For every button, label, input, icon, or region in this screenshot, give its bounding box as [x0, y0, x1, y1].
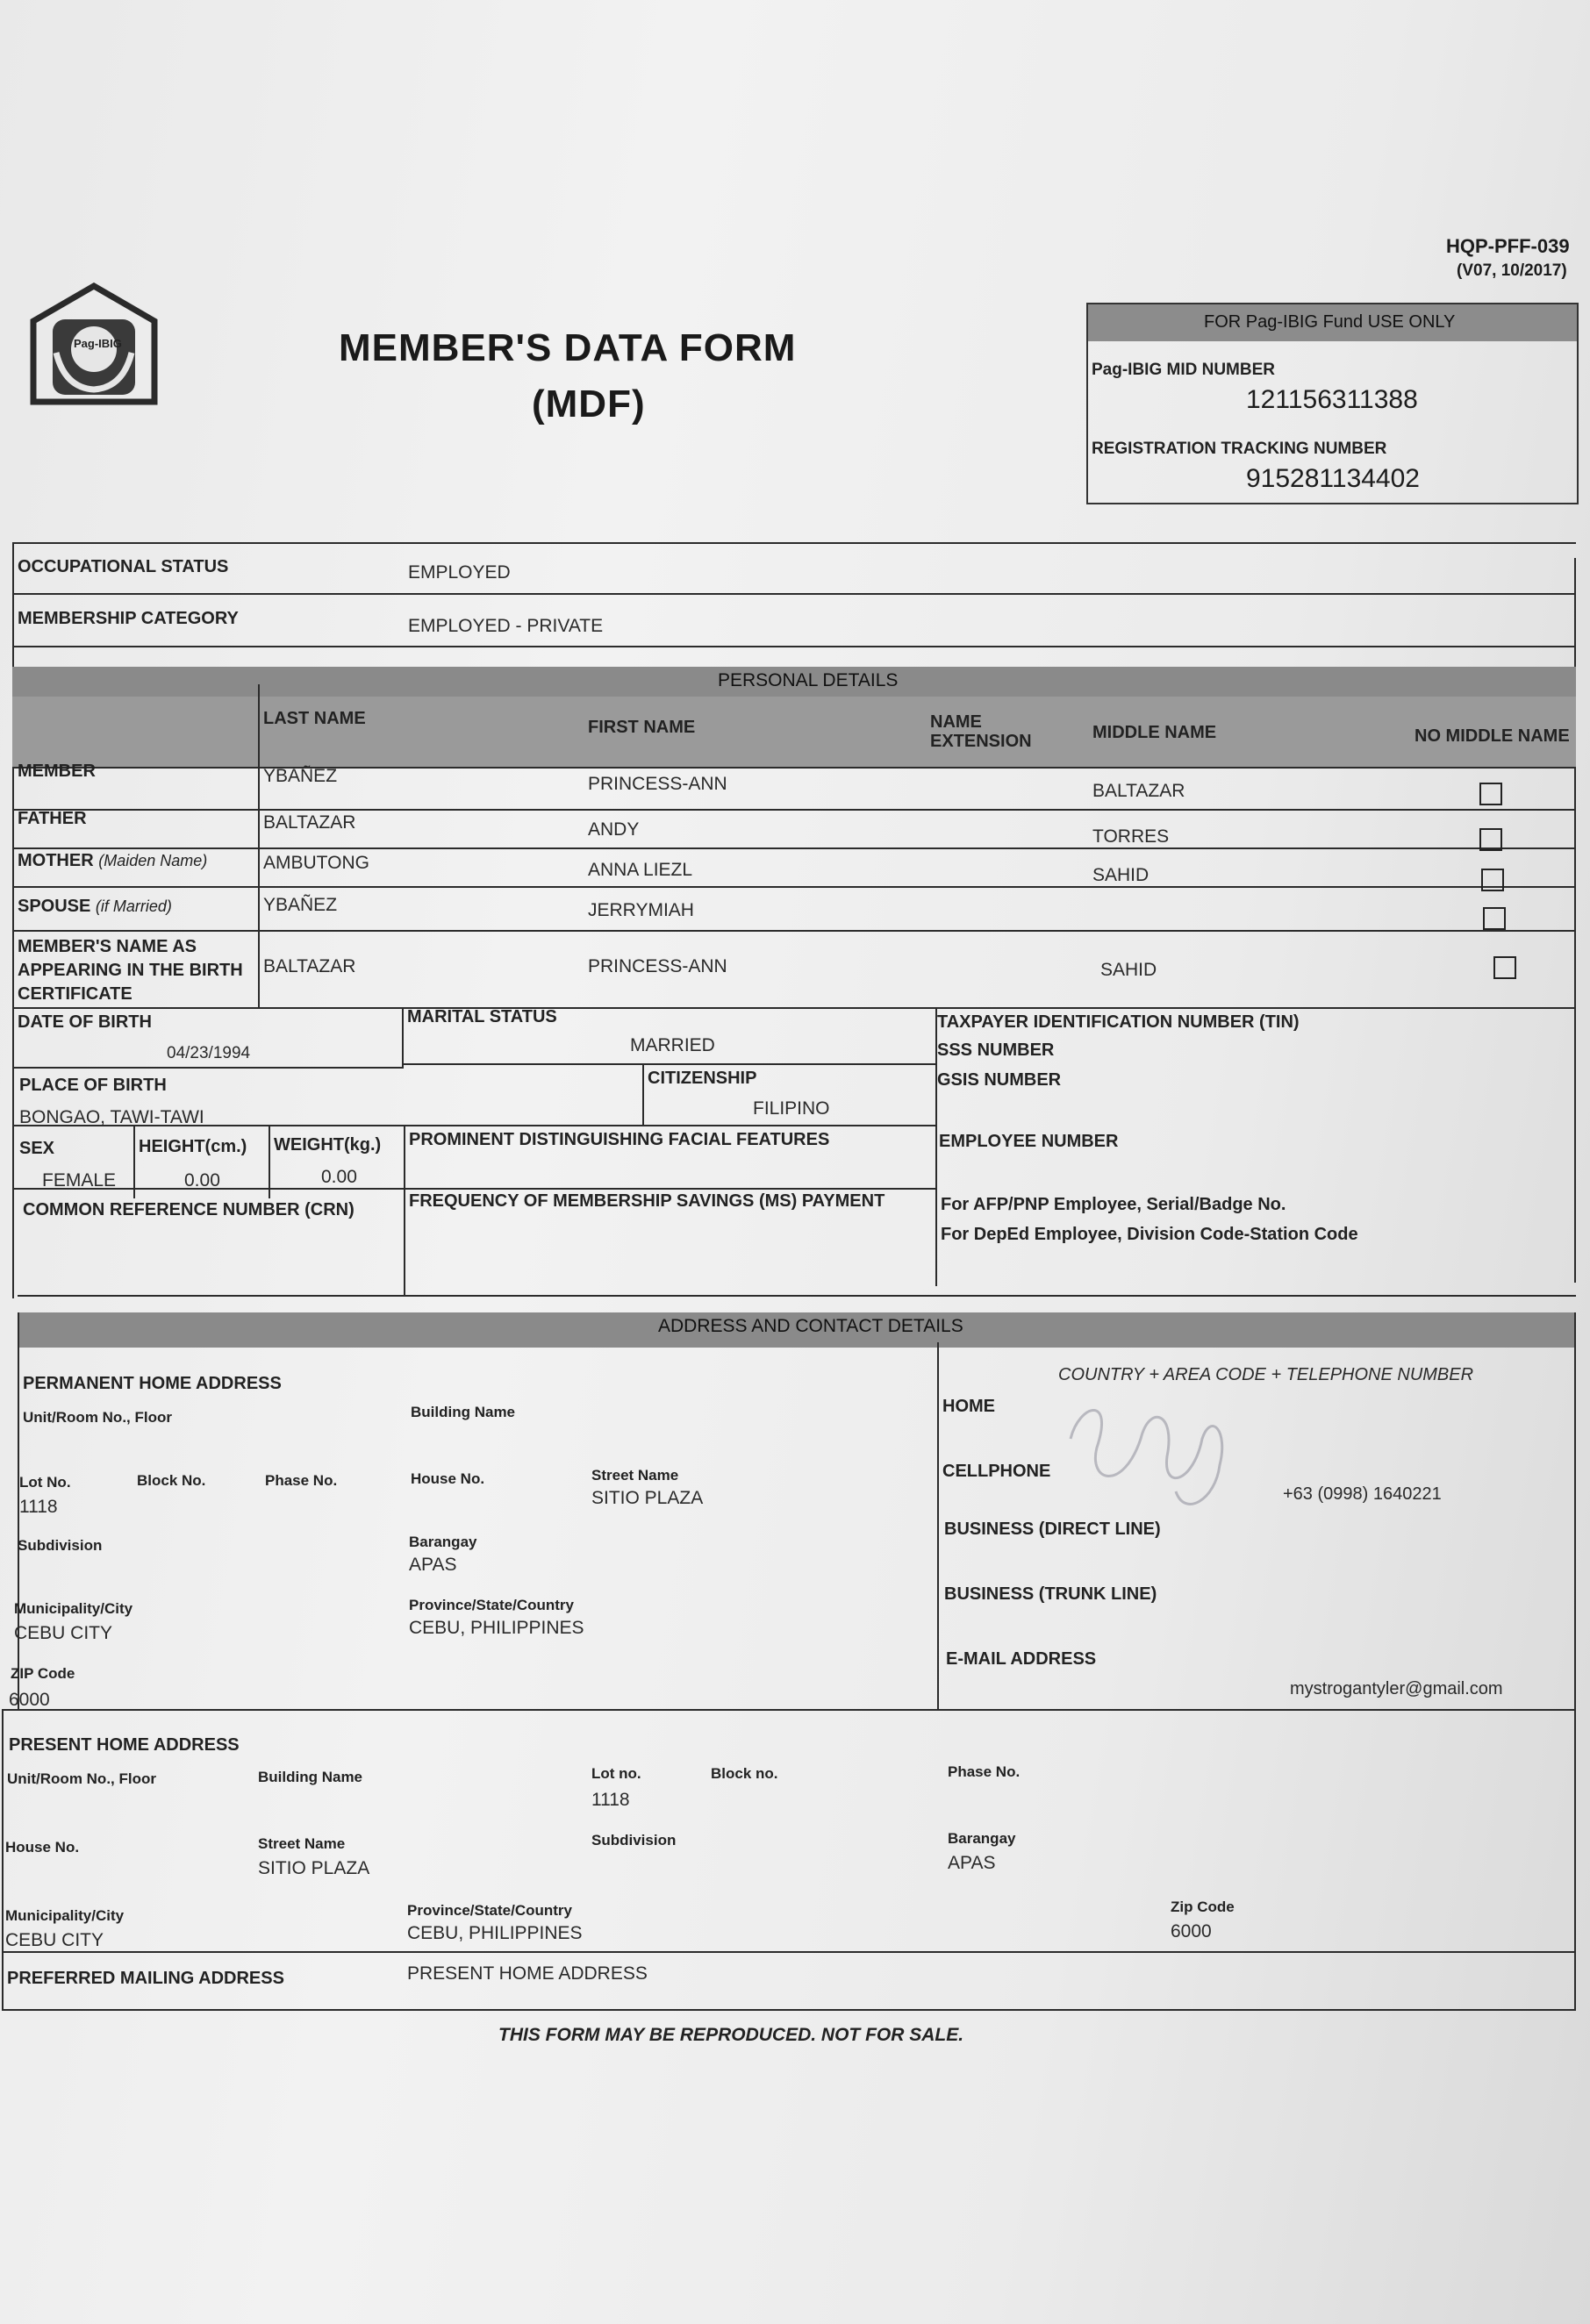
- father-no-middle-checkbox[interactable]: [1479, 828, 1502, 851]
- footer-note: THIS FORM MAY BE REPRODUCED. NOT FOR SALE.: [498, 2025, 964, 2045]
- spouse-first-name: JERRYMIAH: [588, 900, 694, 920]
- mother-label-text: MOTHER: [18, 851, 94, 870]
- gsis-label: GSIS NUMBER: [937, 1070, 1062, 1090]
- row-spouse-label: [18, 897, 172, 917]
- height-value: 0.00: [184, 1170, 220, 1191]
- col-middle-name: MIDDLE NAME: [1092, 723, 1217, 742]
- weight-value: 0.00: [321, 1167, 357, 1187]
- rtn-value: 915281134402: [1246, 464, 1420, 493]
- perm-zip-value: 6000: [9, 1690, 50, 1710]
- perm-block-label: Block No.: [137, 1472, 206, 1489]
- permanent-address-title: PERMANENT HOME ADDRESS: [23, 1374, 282, 1393]
- form-subtitle: (MDF): [532, 383, 646, 425]
- pres-zip-label: Zip Code: [1171, 1899, 1235, 1915]
- membership-category-label: MEMBERSHIP CATEGORY: [18, 609, 239, 628]
- pres-phase-label: Phase No.: [948, 1763, 1021, 1780]
- father-first-name: ANDY: [588, 819, 640, 840]
- sss-label: SSS NUMBER: [937, 1040, 1055, 1060]
- crn-label: COMMON REFERENCE NUMBER (CRN): [23, 1200, 355, 1219]
- email-value: mystrogantyler@gmail.com: [1290, 1679, 1503, 1698]
- perm-street-label: Street Name: [591, 1467, 679, 1484]
- mid-value: 121156311388: [1246, 385, 1418, 414]
- citizenship-label: CITIZENSHIP: [648, 1069, 757, 1088]
- membership-category-value: EMPLOYED - PRIVATE: [408, 616, 604, 636]
- spouse-label-text: SPOUSE: [18, 897, 91, 916]
- fund-use-box: [1086, 303, 1579, 504]
- perm-municipality-value: CEBU CITY: [14, 1623, 113, 1643]
- logo-text: Pag-IBIG: [74, 337, 122, 350]
- pres-barangay-label: Barangay: [948, 1830, 1016, 1847]
- cellphone-label: CELLPHONE: [942, 1462, 1051, 1481]
- spouse-label-note: (if Married): [95, 897, 172, 915]
- citizenship-value: FILIPINO: [753, 1098, 830, 1119]
- marital-status-label: MARITAL STATUS: [407, 1007, 557, 1026]
- mailing-address-value: PRESENT HOME ADDRESS: [407, 1963, 648, 1984]
- row-member-label: MEMBER: [18, 762, 96, 781]
- member-middle-name: BALTAZAR: [1092, 781, 1185, 801]
- weight-label: WEIGHT(kg.): [274, 1135, 382, 1155]
- pres-province-value: CEBU, PHILIPPINES: [407, 1923, 583, 1943]
- tin-label: TAXPAYER IDENTIFICATION NUMBER (TIN): [937, 1012, 1300, 1032]
- spouse-last-name: YBAÑEZ: [263, 895, 338, 915]
- perm-province-label: Province/State/Country: [409, 1597, 574, 1613]
- perm-barangay-value: APAS: [409, 1555, 457, 1575]
- col-first-name: FIRST NAME: [588, 718, 696, 737]
- birthcert-first-name: PRINCESS-ANN: [588, 956, 727, 976]
- pres-municipality-label: Municipality/City: [5, 1907, 125, 1924]
- cellphone-value: +63 (0998) 1640221: [1283, 1484, 1442, 1504]
- perm-street-value: SITIO PLAZA: [591, 1488, 704, 1508]
- row-birthcert-label: [18, 935, 243, 1006]
- perm-unit-label: Unit/Room No., Floor: [23, 1409, 172, 1426]
- present-address-title: PRESENT HOME ADDRESS: [9, 1735, 240, 1755]
- perm-lot-label: Lot No.: [19, 1474, 71, 1491]
- personal-details-title: PERSONAL DETAILS: [718, 670, 899, 690]
- col-ext-line2: EXTENSION: [930, 732, 1032, 751]
- rtn-label: REGISTRATION TRACKING NUMBER: [1092, 440, 1387, 458]
- pres-unit-label: Unit/Room No., Floor: [7, 1770, 156, 1787]
- occupational-status-value: EMPLOYED: [408, 562, 511, 583]
- row-father-label: FATHER: [18, 809, 87, 828]
- sex-label: SEX: [19, 1139, 55, 1158]
- col-last-name: LAST NAME: [263, 709, 366, 728]
- ms-frequency-label: FREQUENCY OF MEMBERSHIP SAVINGS (MS) PAYMENT: [409, 1191, 885, 1211]
- pres-barangay-value: APAS: [948, 1853, 996, 1873]
- member-first-name: PRINCESS-ANN: [588, 774, 727, 794]
- pres-house-label: House No.: [5, 1839, 80, 1856]
- fund-use-header: FOR Pag-IBIG Fund USE ONLY: [1204, 312, 1456, 332]
- father-last-name: BALTAZAR: [263, 812, 356, 833]
- mother-label-note: (Maiden Name): [98, 852, 208, 869]
- member-no-middle-checkbox[interactable]: [1479, 783, 1502, 805]
- mid-label: Pag-IBIG MID NUMBER: [1092, 361, 1275, 379]
- birthcert-no-middle-checkbox[interactable]: [1493, 956, 1516, 979]
- pres-building-label: Building Name: [258, 1769, 363, 1785]
- birthcert-last-name: BALTAZAR: [263, 956, 356, 976]
- form-title: MEMBER'S DATA FORM: [339, 326, 797, 369]
- col-name-extension: [930, 712, 1032, 751]
- perm-phase-label: Phase No.: [265, 1472, 338, 1489]
- pob-value: BONGAO, TAWI-TAWI: [19, 1107, 204, 1127]
- home-phone-label: HOME: [942, 1397, 995, 1416]
- pres-lot-value: 1118: [591, 1790, 630, 1810]
- col-ext-line1: NAME: [930, 712, 982, 732]
- mother-last-name: AMBUTONG: [263, 853, 369, 873]
- perm-municipality-label: Municipality/City: [14, 1600, 133, 1617]
- contact-header: COUNTRY + AREA CODE + TELEPHONE NUMBER: [1058, 1365, 1474, 1384]
- facial-features-label: PROMINENT DISTINGUISHING FACIAL FEATURES: [409, 1130, 830, 1149]
- business-trunk-label: BUSINESS (TRUNK LINE): [944, 1584, 1157, 1604]
- row-mother-label: [18, 851, 207, 871]
- pres-block-label: Block no.: [711, 1765, 778, 1782]
- birthcert-label-l1: MEMBER'S NAME AS: [18, 937, 197, 956]
- pres-lot-label: Lot no.: [591, 1765, 641, 1782]
- pres-street-value: SITIO PLAZA: [258, 1858, 370, 1878]
- occupational-status-label: OCCUPATIONAL STATUS: [18, 557, 229, 576]
- member-last-name: YBAÑEZ: [263, 766, 338, 786]
- form-code: HQP-PFF-039: [1446, 235, 1570, 257]
- pob-label: PLACE OF BIRTH: [19, 1076, 167, 1095]
- email-label: E-MAIL ADDRESS: [946, 1649, 1097, 1669]
- perm-building-label: Building Name: [411, 1404, 516, 1420]
- spouse-no-middle-checkbox[interactable]: [1483, 907, 1506, 930]
- perm-subdivision-label: Subdivision: [18, 1537, 103, 1554]
- signature-scribble: [1044, 1386, 1255, 1527]
- mailing-address-label: PREFERRED MAILING ADDRESS: [7, 1969, 284, 1988]
- dob-label: DATE OF BIRTH: [18, 1012, 152, 1032]
- business-direct-label: BUSINESS (DIRECT LINE): [944, 1520, 1161, 1539]
- pres-municipality-value: CEBU CITY: [5, 1930, 104, 1950]
- pres-street-label: Street Name: [258, 1835, 346, 1852]
- mother-middle-name: SAHID: [1092, 865, 1150, 885]
- mother-no-middle-checkbox[interactable]: [1481, 869, 1504, 891]
- perm-province-value: CEBU, PHILIPPINES: [409, 1618, 584, 1638]
- address-title: ADDRESS AND CONTACT DETAILS: [658, 1316, 963, 1336]
- mother-first-name: ANNA LIEZL: [588, 860, 693, 880]
- birthcert-label-l2: APPEARING IN THE BIRTH: [18, 961, 243, 980]
- perm-house-label: House No.: [411, 1470, 485, 1487]
- marital-status-value: MARRIED: [630, 1035, 715, 1055]
- col-no-middle-name: NO MIDDLE NAME: [1415, 726, 1570, 746]
- pres-zip-value: 6000: [1171, 1921, 1212, 1941]
- height-label: HEIGHT(cm.): [139, 1137, 247, 1156]
- birthcert-label-l3: CERTIFICATE: [18, 984, 132, 1004]
- dob-value: 04/23/1994: [167, 1044, 251, 1062]
- form-version: (V07, 10/2017): [1457, 261, 1567, 280]
- perm-barangay-label: Barangay: [409, 1534, 477, 1550]
- pres-province-label: Province/State/Country: [407, 1902, 572, 1919]
- afp-pnp-label: For AFP/PNP Employee, Serial/Badge No.: [941, 1195, 1286, 1214]
- father-middle-name: TORRES: [1092, 826, 1170, 847]
- pres-subdivision-label: Subdivision: [591, 1832, 677, 1848]
- perm-zip-label: ZIP Code: [11, 1665, 75, 1682]
- deped-label: For DepEd Employee, Division Code-Station Code: [941, 1225, 1358, 1244]
- birthcert-middle-name: SAHID: [1100, 960, 1157, 980]
- perm-lot-value: 1118: [19, 1497, 58, 1517]
- sex-value: FEMALE: [42, 1170, 117, 1191]
- name-columns-band: [12, 697, 1576, 767]
- employee-number-label: EMPLOYEE NUMBER: [939, 1132, 1119, 1151]
